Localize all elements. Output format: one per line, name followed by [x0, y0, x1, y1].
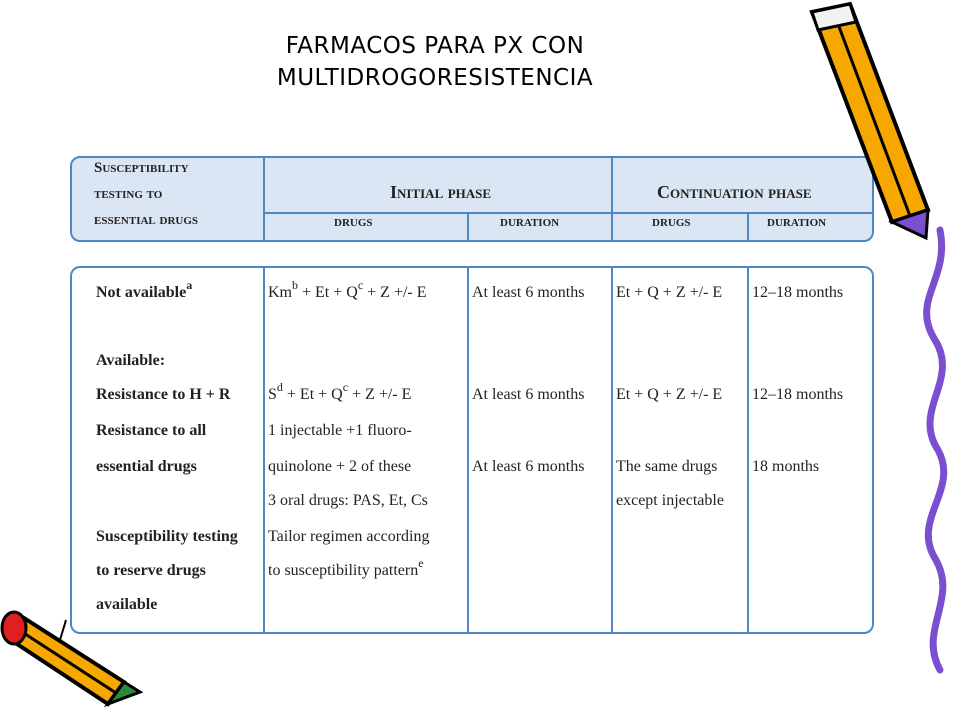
cell-resistance-all-initial-duration: At least 6 months: [472, 458, 585, 475]
cell-not-available-cont-duration: 12–18 months: [752, 284, 844, 301]
pencil-icon-bottom-left: [0, 600, 150, 720]
header-initial-drugs: drugs: [334, 214, 373, 230]
cell-resistance-hr-cont-drugs: Et + Q + Z +/- E: [616, 386, 723, 403]
cell-resistance-all-initial-drugs-2: quinolone + 2 of these: [268, 458, 412, 475]
row-label-reserve-2: to reserve drugs: [96, 562, 206, 579]
cell-resistance-hr-initial-drugs: $S^d + Et + Q^c + Z$ +/- E: [268, 380, 412, 403]
body-divider: [747, 268, 749, 632]
header-divider: [263, 158, 265, 240]
header-divider: [611, 158, 613, 240]
cell-resistance-all-cont-drugs-1: The same drugs: [616, 458, 718, 475]
header-divider: [747, 212, 749, 240]
row-label-reserve-3: available: [96, 596, 158, 613]
table-body: [70, 266, 874, 634]
cell-resistance-all-initial-drugs-3: 3 oral drugs: PAS, Et, Cs: [268, 492, 428, 509]
pencil-icon-top-right: [800, 0, 960, 720]
table-header: [70, 156, 874, 242]
cell-not-available-initial-drugs: $Km^b + Et + Q^c + Z$ +/- E: [268, 278, 427, 301]
body-divider: [263, 268, 265, 632]
cell-resistance-hr-cont-duration: 12–18 months: [752, 386, 844, 403]
header-initial-duration: duration: [500, 214, 560, 230]
title-line-2: MULTIDROGORESISTENCIA: [276, 65, 594, 91]
header-initial-phase: Initial phase: [390, 182, 492, 202]
row-label-available: Available:: [96, 352, 166, 369]
body-divider: [611, 268, 613, 632]
cell-resistance-hr-initial-duration: At least 6 months: [472, 386, 585, 403]
cell-not-available-cont-drugs: Et + Q + Z +/- E: [616, 284, 723, 301]
header-divider: [467, 212, 469, 240]
header-cont-duration: duration: [767, 214, 827, 230]
header-col-susceptibility-3: essential drugs: [94, 212, 199, 228]
cell-reserve-initial-drugs-1: Tailor regimen according: [268, 528, 430, 545]
page-title: [215, 30, 655, 94]
header-continuation-phase: Continuation phase: [657, 182, 812, 202]
cell-resistance-all-initial-drugs-1: 1 injectable +1 fluoro-: [268, 422, 412, 439]
cell-not-available-initial-duration: At least 6 months: [472, 284, 585, 301]
row-label-not-available: Not available$^a$: [96, 278, 193, 301]
header-cont-drugs: drugs: [652, 214, 691, 230]
row-label-resistance-all-2: essential drugs: [96, 458, 197, 475]
cell-reserve-initial-drugs-2: to susceptibility pattern$^e$: [268, 556, 424, 579]
cell-resistance-all-cont-duration: 18 months: [752, 458, 820, 475]
header-col-susceptibility-1: Susceptibility: [94, 160, 189, 176]
header-col-susceptibility-2: testing to: [94, 186, 163, 202]
cell-resistance-all-cont-drugs-2: except injectable: [616, 492, 724, 509]
body-divider: [467, 268, 469, 632]
row-label-resistance-hr: Resistance to H + R: [96, 386, 231, 403]
row-label-reserve-1: Susceptibility testing: [96, 528, 238, 545]
row-label-resistance-all-1: Resistance to all: [96, 422, 207, 439]
title-line-1: FARMACOS PARA PX CON: [285, 33, 585, 59]
